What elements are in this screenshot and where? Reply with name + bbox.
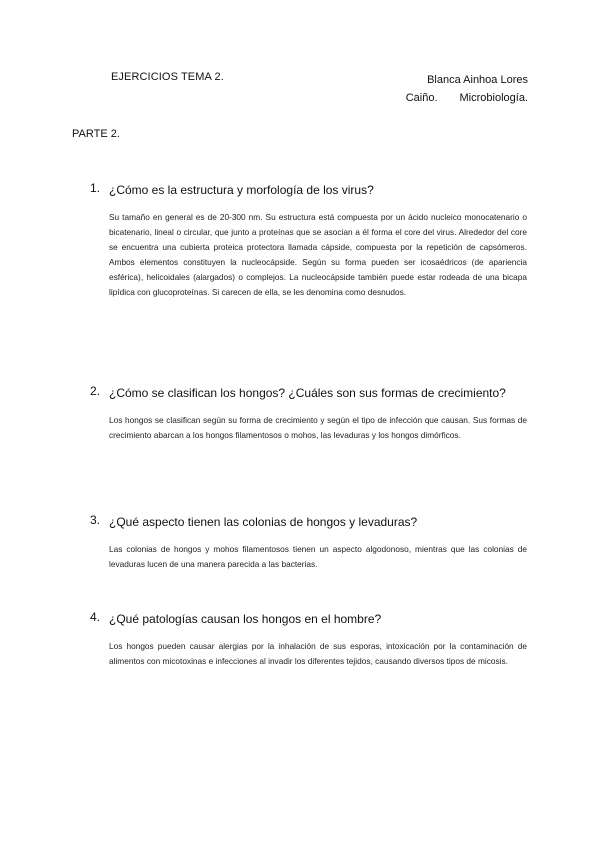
author-surname: Caiño. [405, 92, 438, 104]
question-title: ¿Qué patologías causan los hongos en el hombre? [109, 612, 382, 626]
question-block-2 [90, 384, 530, 443]
author-line-2 [406, 89, 528, 107]
author-block [406, 71, 528, 107]
question-answer: Su tamaño en general es de 20-300 nm. Su estructura está compuesta por un ácido nucleico monocatenario o bicatenario, lineal o circular, que junto a proteínas que se asocian a él forma el core del virus. Alrededor del core se encuentra una cubierta proteica protectora llamada cápside, compuesta por la repetición de capsómeros. Ambos elementos constituyen la nucleocápside. Según su forma pueden ser icosaédricos (de apariencia esférica), helicoidales (alargados) o complejos. La nucleocápside también puede estar rodeada de una bicapa lipídica con glucoproteínas. Si carecen de ella, se les denomina como desnudos. [109, 212, 527, 297]
question-number: 4. [90, 610, 101, 624]
part-heading: PARTE 2. [72, 128, 120, 140]
subject-name: Microbiología. [459, 92, 528, 104]
question-number: 1. [90, 181, 101, 195]
question-title: ¿Cómo se clasifican los hongos? ¿Cuáles son sus formas de crecimiento? [109, 386, 506, 400]
question-number: 2. [90, 384, 101, 398]
question-title: ¿Qué aspecto tienen las colonias de hongos y levaduras? [109, 515, 418, 529]
question-block-3 [90, 513, 530, 572]
document-title: EJERCICIOS TEMA 2. [111, 71, 224, 83]
question-number: 3. [90, 513, 101, 527]
question-title: ¿Cómo es la estructura y morfología de los virus? [109, 183, 374, 197]
question-block-1 [90, 181, 530, 300]
question-answer: Los hongos se clasifican según su forma de crecimiento y según el tipo de infección que causan. Sus formas de crecimiento abarcan a los hongos filamentosos o mohos, las levaduras y los hongos dimórficos. [109, 415, 527, 440]
author-name: Blanca Ainhoa Lores [427, 74, 528, 86]
question-answer: Los hongos pueden causar alergias por la inhalación de sus esporas, intoxicación por la contaminación de alimentos con micotoxinas e infecciones al invadir los diferentes tejidos, causando diversos tipos de micosis. [109, 641, 527, 666]
question-answer: Las colonias de hongos y mohos filamentosos tienen un aspecto algodonoso, mientras que las colonias de levaduras lucen de una manera parecida a las bacterias. [109, 544, 527, 569]
question-block-4 [90, 610, 530, 669]
